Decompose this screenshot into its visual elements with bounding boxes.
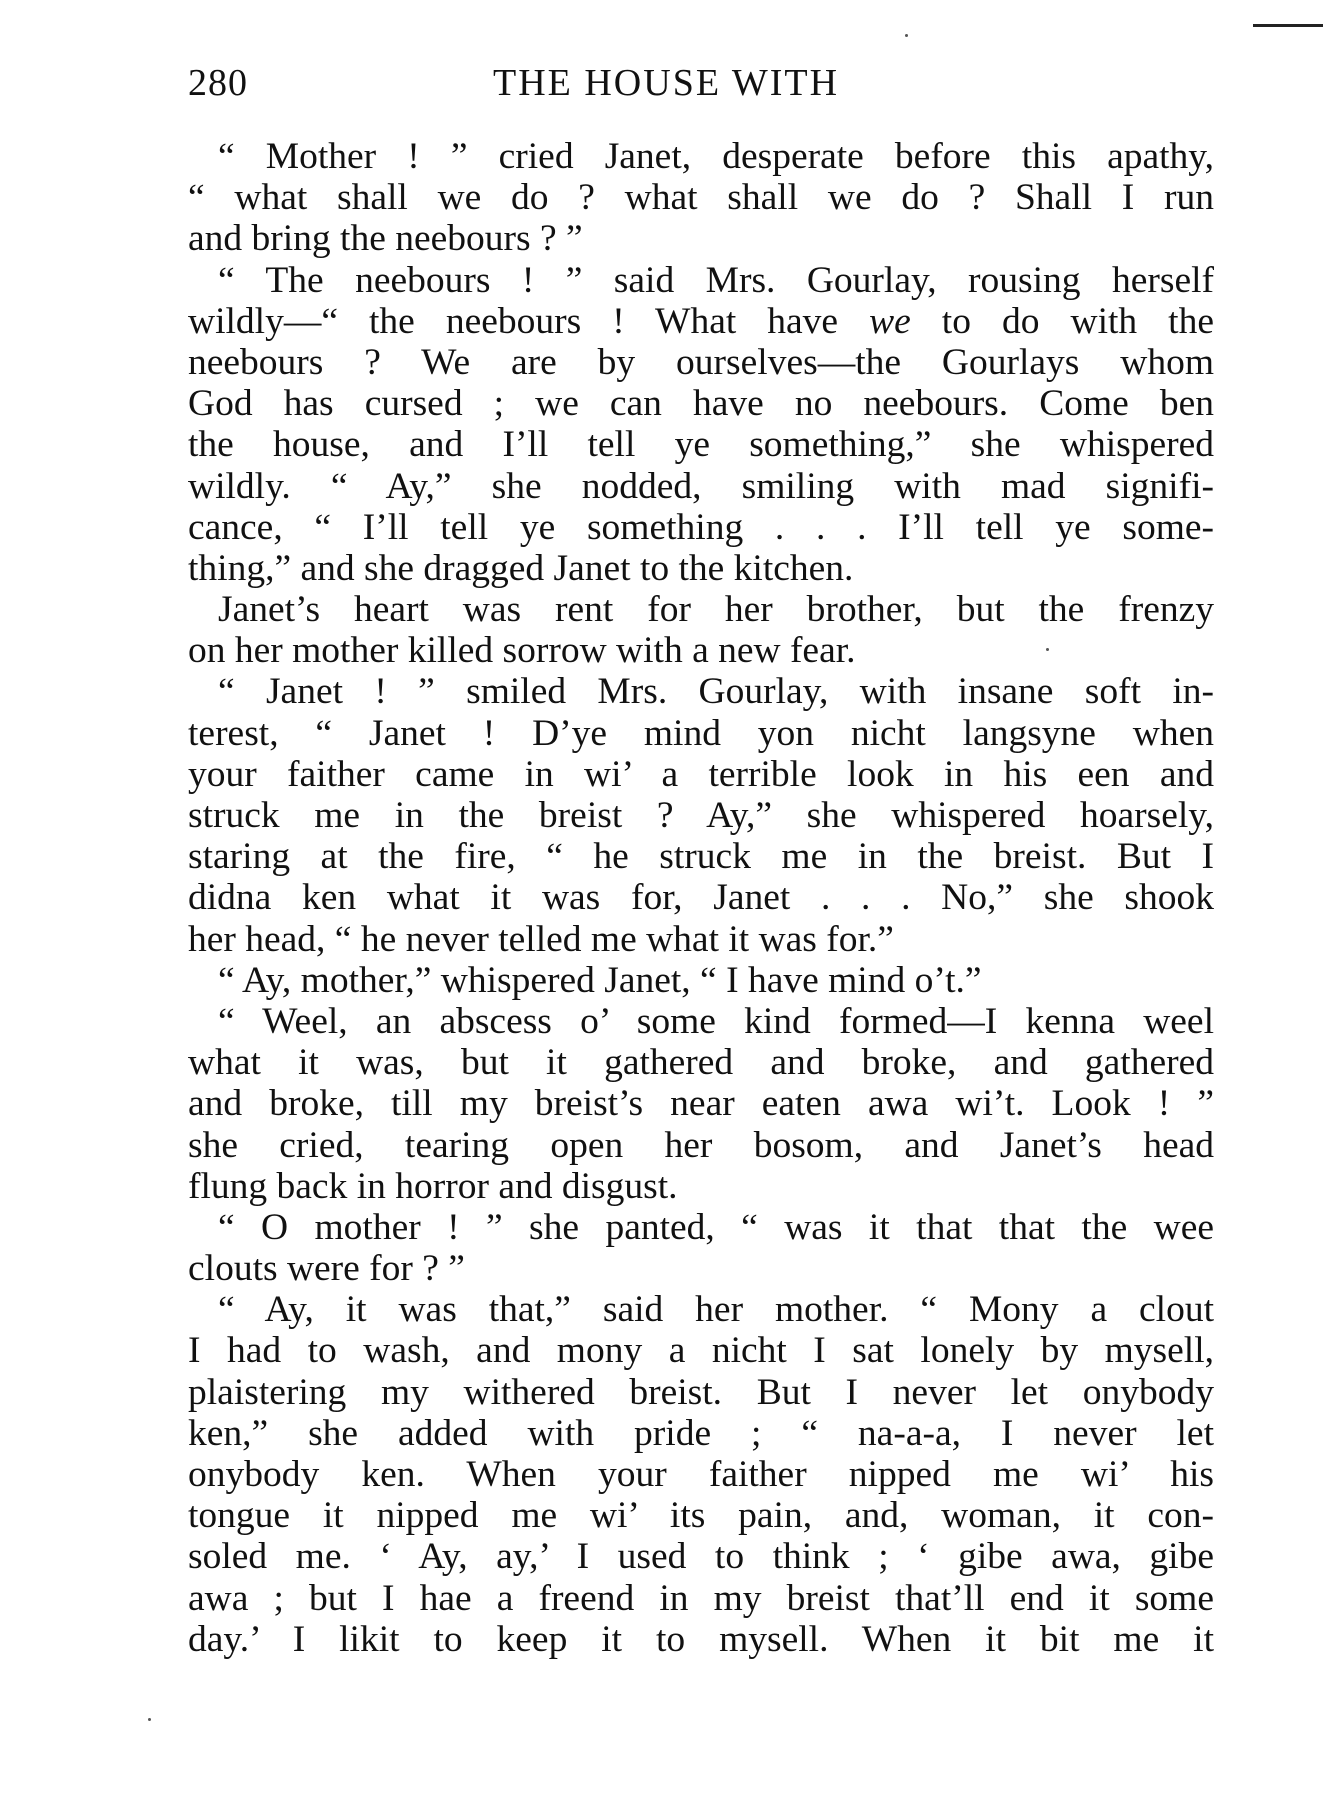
text-line xyxy=(188,1125,1214,1166)
text-line xyxy=(188,1042,1214,1083)
text-segment: day.’ I likit to keep it to mysell. When it bit me it xyxy=(188,1618,1214,1660)
corner-rule xyxy=(1253,24,1323,27)
text-segment: thing,” and she dragged Janet to the kitchen. xyxy=(188,547,854,589)
text-line xyxy=(188,1619,1214,1660)
text-line xyxy=(188,1083,1214,1124)
text-line xyxy=(188,960,1214,1001)
text-line xyxy=(188,1248,1214,1289)
text-segment: terest, “ Janet ! D’ye mind yon nicht langsyne when xyxy=(188,712,1214,754)
text-segment: on her mother killed sorrow with a new fear. xyxy=(188,630,856,672)
text-line xyxy=(188,507,1214,548)
text-segment: struck me in the breist ? Ay,” she whispered hoarsely, xyxy=(188,795,1214,836)
text-line xyxy=(188,1001,1214,1042)
text-line xyxy=(188,1536,1214,1577)
text-line xyxy=(188,1207,1214,1248)
text-line xyxy=(188,177,1214,218)
text-segment: “ Ay, it was that,” said her mother. “ Mony a clout xyxy=(218,1289,1214,1331)
text-segment: and bring the neebours ? ” xyxy=(188,218,583,260)
text-segment: “ Weel, an abscess o’ some kind formed—I kenna weel xyxy=(218,1000,1214,1042)
text-line xyxy=(188,1413,1214,1454)
text-segment: “ Janet ! ” smiled Mrs. Gourlay, with insane soft in- xyxy=(218,671,1214,713)
text-segment: to do with the xyxy=(910,300,1214,342)
text-line xyxy=(188,919,1214,960)
text-segment: her head, “ he never telled me what it was for.” xyxy=(188,918,894,960)
text-segment: “ The neebours ! ” said Mrs. Gourlay, rousing herself xyxy=(218,259,1214,301)
text-line xyxy=(188,548,1214,589)
text-segment: plaistering my withered breist. But I never let onybody xyxy=(188,1371,1214,1413)
text-line xyxy=(188,260,1214,301)
text-line xyxy=(188,1166,1214,1207)
text-segment: she cried, tearing open her bosom, and Janet’s head xyxy=(188,1124,1214,1166)
text-segment: soled me. ‘ Ay, ay,’ I used to think ; ‘ gibe awa, gibe xyxy=(188,1536,1214,1578)
page-header xyxy=(188,58,1208,108)
text-segment: cance, “ I’ll tell ye something . . . I’ll tell ye some- xyxy=(188,506,1214,548)
text-segment: what it was, but it gathered and broke, and gathered xyxy=(188,1042,1214,1084)
text-segment: ken,” she added with pride ; “ na-a-a, I never let xyxy=(188,1412,1214,1454)
text-line xyxy=(188,713,1214,754)
text-line xyxy=(188,795,1214,836)
text-line xyxy=(188,466,1214,507)
print-speck xyxy=(905,34,908,37)
text-line xyxy=(188,1330,1214,1371)
text-segment: “ Mother ! ” cried Janet, desperate before this apathy, xyxy=(218,136,1214,177)
body-text xyxy=(188,136,1214,1660)
text-segment: wildly. “ Ay,” she nodded, smiling with mad signifi- xyxy=(188,465,1214,507)
text-segment: awa ; but I hae a freend in my breist that’ll end it some xyxy=(188,1577,1214,1619)
text-segment: wildly—“ the neebours ! What have xyxy=(188,300,870,342)
print-speck xyxy=(1046,648,1049,651)
text-line xyxy=(188,836,1214,877)
text-segment: “ what shall we do ? what shall we do ? Shall I run xyxy=(188,177,1214,219)
text-line xyxy=(188,1454,1214,1495)
running-head: THE HOUSE WITH xyxy=(493,62,840,104)
text-segment: your faither came in wi’ a terrible look in his een and xyxy=(188,753,1214,795)
text-line xyxy=(188,136,1214,177)
text-line xyxy=(188,1578,1214,1619)
text-line xyxy=(188,301,1214,342)
text-segment: and broke, till my breist’s near eaten awa wi’t. Look ! ” xyxy=(188,1083,1214,1125)
text-segment: Janet’s heart was rent for her brother, but the frenzy xyxy=(218,589,1214,631)
text-line xyxy=(188,754,1214,795)
text-line xyxy=(188,1495,1214,1536)
text-line xyxy=(188,218,1214,259)
text-line xyxy=(188,1372,1214,1413)
text-line xyxy=(188,589,1214,630)
italic-word: we xyxy=(869,300,911,342)
print-speck xyxy=(148,1718,151,1721)
text-segment: God has cursed ; we can have no neebours. Come ben xyxy=(188,383,1214,425)
text-segment: staring at the fire, “ he struck me in the breist. But I xyxy=(188,836,1214,878)
text-segment: clouts were for ? ” xyxy=(188,1248,465,1290)
text-line xyxy=(188,1289,1214,1330)
text-segment: neebours ? We are by ourselves—the Gourlays whom xyxy=(188,341,1214,383)
text-segment: the house, and I’ll tell ye something,” she whispered xyxy=(188,424,1214,466)
text-line xyxy=(188,630,1214,671)
text-segment: “ O mother ! ” she panted, “ was it that that the wee xyxy=(218,1206,1214,1248)
text-segment: onybody ken. When your faither nipped me wi’ his xyxy=(188,1454,1214,1495)
text-line xyxy=(188,342,1214,383)
page-number: 280 xyxy=(188,62,248,104)
text-segment: I had to wash, and mony a nicht I sat lonely by mysell, xyxy=(188,1330,1214,1372)
text-segment: tongue it nipped me wi’ its pain, and, woman, it con- xyxy=(188,1495,1214,1537)
text-segment: “ Ay, mother,” whispered Janet, “ I have mind o’t.” xyxy=(218,959,982,1001)
text-line xyxy=(188,671,1214,712)
text-segment: flung back in horror and disgust. xyxy=(188,1165,678,1207)
text-segment: didna ken what it was for, Janet . . . No,” she shook xyxy=(188,877,1214,919)
text-line xyxy=(188,877,1214,918)
text-line xyxy=(188,424,1214,465)
text-line xyxy=(188,383,1214,424)
